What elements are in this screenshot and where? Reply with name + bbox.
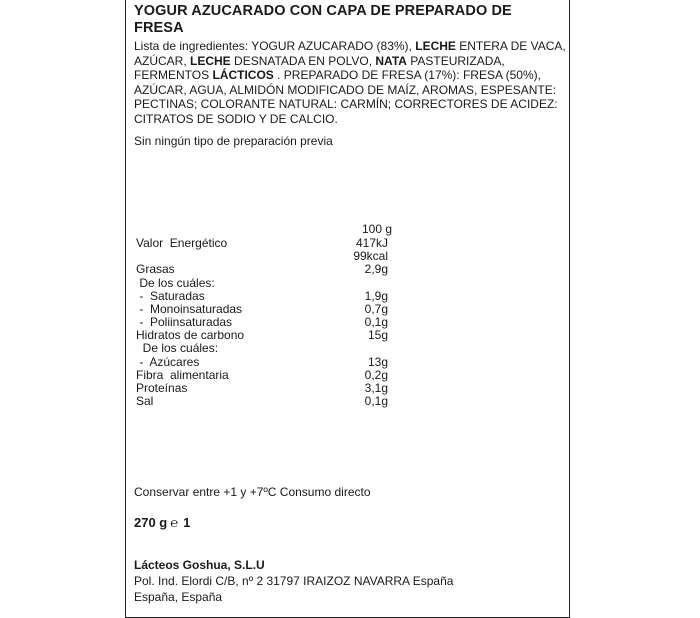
nutrient-value: 0,7g [364,302,388,316]
ingredient-text: Lista de ingredientes: YOGUR AZUCARADO (83%), [134,39,416,53]
ingredient-text: DESNATADA EN POLVO, [230,53,376,68]
allergen: LECHE [190,53,231,68]
nutrient-value: 0,2g [364,368,388,382]
ingredient-text: PASTEURIZADA, FERMENTOS [134,53,505,82]
preparation-note: Sin ningún tipo de preparación previa [134,134,333,148]
nutrient-value: 3,1g [364,381,388,395]
nutrient-label: - Poliinsaturadas [136,315,233,329]
nutrient-value: 13g [367,355,388,369]
nutrient-label: De los cuáles: [136,276,215,290]
nutrient-label: Fibra alimentaria [136,368,229,382]
nutrition-row [136,394,396,408]
nutrient-label: De los cuáles: [136,341,219,355]
company-country: España, España [134,590,223,604]
nutrition-row [136,262,396,276]
product-title: YOGUR AZUCARADO CON CAPA DE PREPARADO DE FRESA [134,3,512,36]
nutrient-label: - Azúcares [136,355,200,369]
nutrient-label: Valor Energético [136,236,228,250]
ingredient-text: ENTERA DE VACA, AZÚCAR, [134,39,566,68]
nutrition-row [136,236,396,250]
nutrition-header: 100 g [362,222,393,236]
nutrient-value: 0,1g [364,315,388,329]
company-name: Lácteos Goshua, S.L.U [134,558,265,572]
nutrient-label: - Saturadas [136,289,205,303]
company-address: Pol. Ind. Elordi C/B, nº 2 31797 IRAIZOZ NAVARRA España [134,574,454,588]
nutrient-value: 15g [367,328,388,342]
nutrition-row [136,289,396,303]
storage-instructions: Conservar entre +1 y +7ºC Consumo directo [134,485,371,499]
nutrition-row [136,368,396,382]
nutrient-label: Proteínas [136,381,188,395]
nutrition-row [136,249,396,263]
nutrition-row [136,328,396,342]
allergen: LÁCTICOS [212,68,274,82]
nutrient-value: 1,9g [364,289,388,303]
allergen: LECHE [415,39,456,53]
unit-count: 1 [183,515,191,530]
nutrient-value: 417kJ [355,236,388,250]
estimated-sign-icon: ℮ [170,515,179,530]
nutrition-row [136,276,396,290]
allergen: NATA [375,53,407,68]
nutrient-value: 2,9g [364,262,388,276]
nutrient-label: Grasas [136,262,175,276]
nutrition-row [136,315,396,329]
nutrition-row [136,355,396,369]
nutrient-label: - Monoinsaturadas [136,302,243,316]
net-weight-value: 270 g [134,515,168,530]
nutrient-value: 99kcal [353,249,388,263]
nutrient-value: 0,1g [364,394,388,408]
nutrition-row [136,341,396,355]
nutrient-label: Sal [136,394,154,408]
ingredient-text: . PREPARADO DE FRESA (17%): FRESA (50%), AZÚCAR, AGUA, ALMIDÓN MODIFICADO DE MAÍZ, AROMAS, ESPESANTE: PECTINAS; COLORANTE NATURAL: CARMÍN; CORRECTORES DE ACIDEZ: CITRATOS DE SODIO Y DE CALCIO. [134,68,558,126]
net-weight [134,515,190,530]
nutrition-row [136,381,396,395]
nutrition-row [136,302,396,316]
ingredients-list [134,39,566,126]
nutrient-label: Hidratos de carbono [136,328,245,342]
